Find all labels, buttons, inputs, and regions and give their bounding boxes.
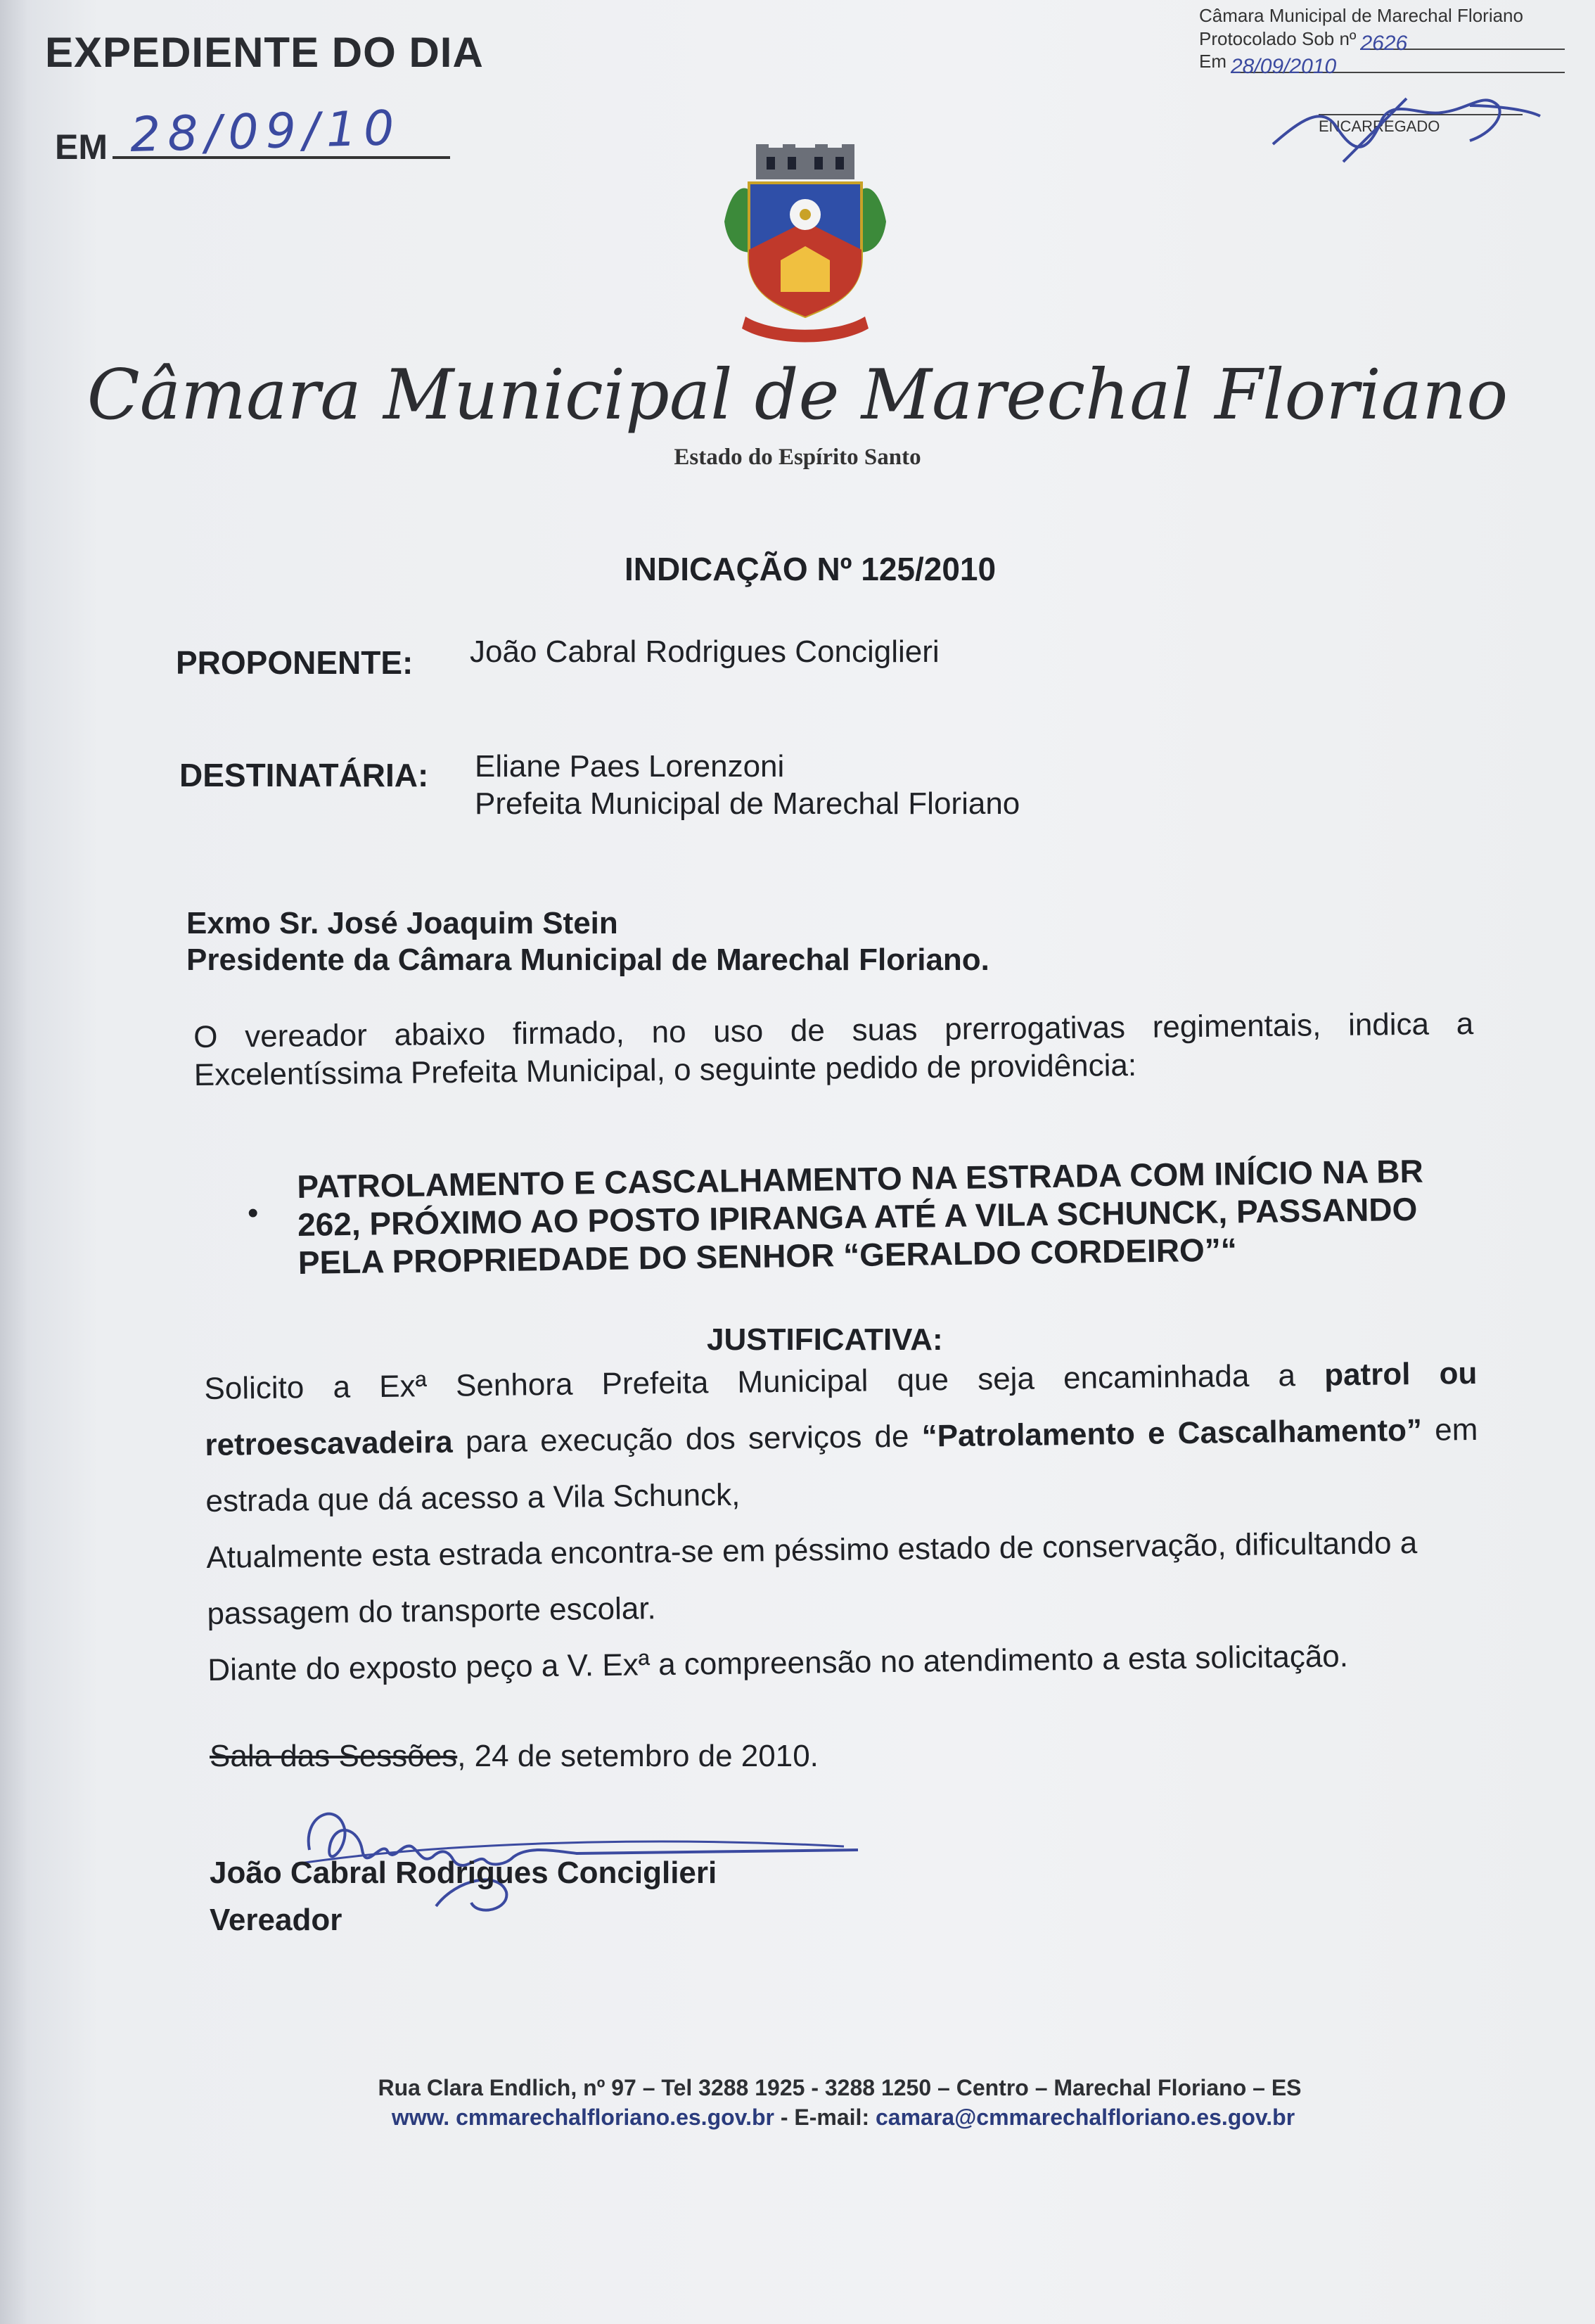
addressee-name: Exmo Sr. José Joaquim Stein — [186, 906, 618, 940]
signer-role: Vereador — [210, 1903, 342, 1937]
destinataria-title: Prefeita Municipal de Marechal Floriano — [475, 786, 1020, 821]
stamp-encarregado-label: ENCARREGADO — [1319, 114, 1523, 136]
request-bullet: PATROLAMENTO E CASCALHAMENTO NA ESTRADA COM INÍCIO NA BR 262, PRÓXIMO AO POSTO IPIRANGA ATÉ A VILA SCHUNCK, PASSANDO PELA PROPRIEDADE DO SENHOR “GERALDO CORDEIRO”“ — [297, 1152, 1424, 1281]
crest-crown — [756, 144, 854, 179]
letterhead-title: Câmara Municipal de Marechal Floriano — [87, 355, 1508, 435]
intro-paragraph: O vereador abaixo firmado, no uso de suas prerrogativas regimentais, indica a Excelentíssima Prefeita Municipal, o seguinte pedido de providência: — [193, 1006, 1474, 1092]
expediente-heading: EXPEDIENTE DO DIA — [45, 29, 484, 76]
stamp-title: Câmara Municipal de Marechal Floriano — [1199, 5, 1523, 26]
stamp-signature — [1259, 77, 1554, 169]
stamp-em-value: 28/09/2010 — [1231, 53, 1565, 73]
footer-email-link[interactable]: camara@cmmarechalfloriano.es.gov.br — [875, 2105, 1295, 2130]
stamp-protocol-row — [1199, 27, 1565, 55]
proponente-label: PROPONENTE: — [176, 644, 414, 681]
footer-contacts: www. cmmarechalfloriano.es.gov.br - E-mail: camara@cmmarechalfloriano.es.gov.br — [391, 2105, 1295, 2130]
addressee-title: Presidente da Câmara Municipal de Marechal Floriano. — [186, 943, 989, 977]
bullet-icon: • — [248, 1196, 259, 1230]
justificativa-heading: JUSTIFICATIVA: — [707, 1322, 943, 1357]
expediente-em-label: EM — [55, 127, 108, 167]
justificativa-paragraph-2: Atualmente esta estrada encontra-se em péssimo estado de conservação, dificultando a passagem do transporte escolar. — [206, 1525, 1418, 1631]
destinataria-label: DESTINATÁRIA: — [179, 757, 429, 793]
footer-address: Rua Clara Endlich, nº 97 – Tel 3288 1925 - 3288 1250 – Centro – Marechal Floriano – ES — [378, 2075, 1302, 2100]
signer-name: João Cabral Rodrigues Conciglieri — [210, 1856, 717, 1890]
justificativa-paragraph-1: Solicito a Exª Senhora Prefeita Municipal que seja encaminhada a patrol ou retroescavadeira para execução dos serviços de “Patrolamento e Cascalhamento” em estrada que dá acesso a Vila Schunck, — [204, 1355, 1478, 1519]
municipal-coat-of-arms — [717, 144, 893, 348]
destinataria-name: Eliane Paes Lorenzoni — [475, 749, 785, 784]
stamp-protocol-label: Protocolado Sob nº — [1199, 27, 1357, 49]
justificativa-paragraph-3: Diante do exposto peço a V. Exª a compreensão no atendimento a esta solicitação. — [207, 1639, 1349, 1687]
stamp-protocol-value: 2626 — [1360, 30, 1565, 50]
stamp-date-row — [1199, 50, 1565, 78]
stamp-em-label: Em — [1199, 51, 1226, 72]
indicacao-number: INDICAÇÃO Nº 125/2010 — [624, 551, 997, 587]
justificativa-body — [204, 1346, 1481, 1699]
footer-website-link[interactable]: www. cmmarechalfloriano.es.gov.br — [391, 2105, 774, 2130]
sala-das-sessoes-date: Sala das Sessões, 24 de setembro de 2010. — [210, 1739, 819, 1773]
expediente-handwritten-date: 28/09/10 — [129, 100, 402, 164]
crest-ribbon — [742, 317, 869, 343]
letterhead-subtitle: Estado do Espírito Santo — [674, 445, 921, 470]
proponente-value: João Cabral Rodrigues Conciglieri — [470, 634, 940, 669]
